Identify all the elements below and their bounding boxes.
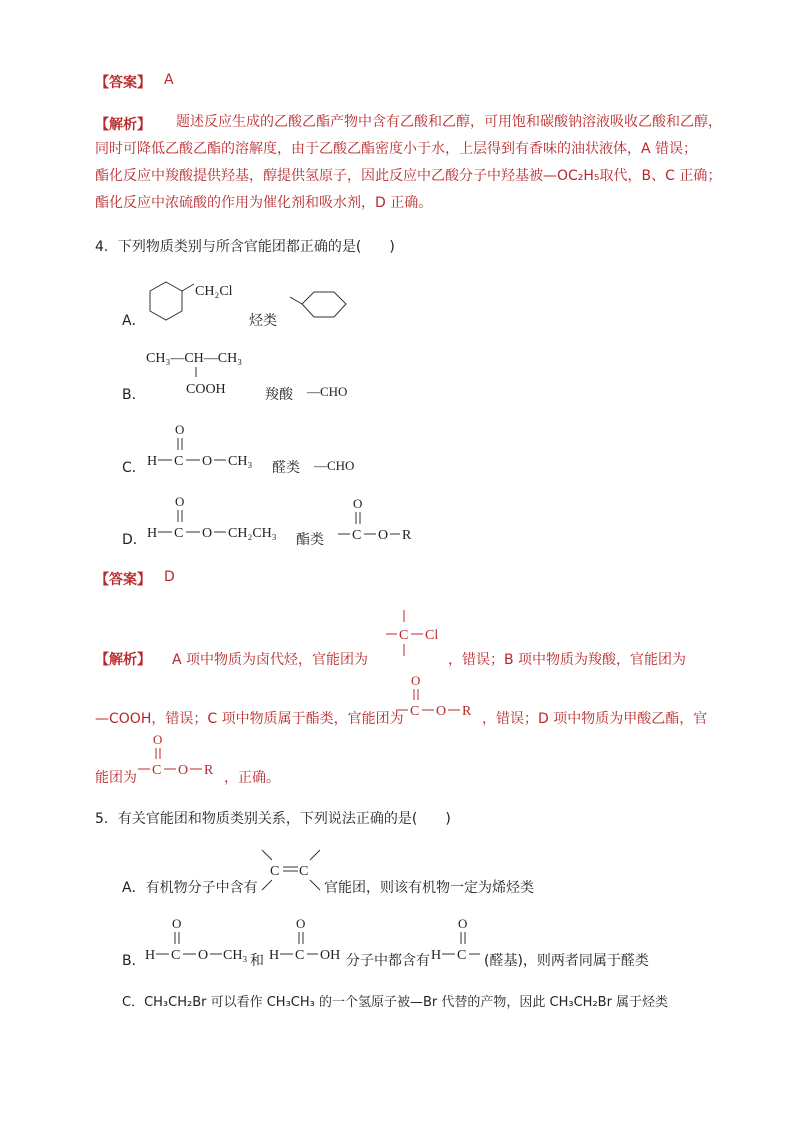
ester-group-analysis-2 bbox=[136, 729, 226, 781]
svg-text:H: H bbox=[431, 948, 442, 963]
svg-text:CH₂Cl: CH₂Cl bbox=[195, 284, 233, 299]
svg-text:O: O bbox=[153, 732, 163, 747]
svg-text:OH: OH bbox=[320, 948, 341, 963]
svg-text:C: C bbox=[457, 948, 467, 963]
svg-text:O: O bbox=[378, 528, 389, 543]
option-b-class: 羧酸 bbox=[265, 387, 293, 403]
analysis-q4-part-3: —COOH，错误；C 项中物质属于酯类，官能团为 bbox=[95, 711, 404, 727]
svg-text:Cl: Cl bbox=[425, 628, 439, 643]
svg-text:O: O bbox=[458, 916, 468, 931]
analysis-q4-part-5: 能团为 bbox=[95, 770, 137, 786]
svg-text:O: O bbox=[178, 763, 189, 778]
answer-tag-q4: 【答案】 bbox=[95, 572, 151, 588]
svg-text:O: O bbox=[296, 916, 306, 931]
svg-text:R: R bbox=[462, 704, 472, 719]
option-b-functional-group: —CHO bbox=[307, 384, 348, 399]
question-5-stem: 5．有关官能团和物质类别关系，下列说法正确的是( ) bbox=[95, 811, 451, 827]
formic-acid-structure bbox=[266, 912, 348, 966]
svg-text:O: O bbox=[436, 704, 447, 719]
svg-text:O: O bbox=[202, 526, 213, 541]
svg-text:O: O bbox=[353, 496, 363, 511]
svg-text:H: H bbox=[147, 526, 158, 541]
svg-text:C: C bbox=[410, 704, 420, 719]
phenyl-group-structure bbox=[290, 288, 352, 328]
svg-text:C: C bbox=[295, 948, 305, 963]
svg-text:C: C bbox=[352, 528, 362, 543]
ethyl-formate-structure bbox=[144, 490, 294, 546]
analysis-tag: 【解析】 bbox=[95, 117, 151, 133]
analysis-q4-part-1: A 项中物质为卤代烃，官能团为 bbox=[172, 652, 369, 668]
svg-text:C: C bbox=[270, 864, 280, 879]
analysis-line-1: 题述反应生成的乙酸乙酯产物中含有乙酸和乙醇，可用饱和碳酸钠溶液吸收乙酸和乙醇， bbox=[176, 114, 722, 130]
alkyl-chloride-group-structure bbox=[380, 608, 448, 662]
q5-option-a-label: A．有机物分子中含有 bbox=[122, 880, 258, 896]
analysis-tag-q4: 【解析】 bbox=[95, 652, 151, 668]
svg-text:O: O bbox=[175, 494, 185, 509]
answer-value: A bbox=[164, 72, 174, 88]
methyl-formate-structure bbox=[144, 418, 264, 474]
svg-text:CH₂CH₃: CH₂CH₃ bbox=[228, 526, 277, 541]
svg-text:C: C bbox=[174, 454, 184, 469]
svg-text:H: H bbox=[269, 948, 280, 963]
isobutyric-acid-structure bbox=[144, 343, 264, 401]
q5-option-b-label: B． bbox=[122, 953, 146, 969]
q5-option-a-rest: 官能团，则该有机物一定为烯烃类 bbox=[324, 880, 534, 896]
svg-text:CH₃: CH₃ bbox=[223, 948, 248, 963]
option-c-class: 醛类 bbox=[272, 460, 300, 476]
svg-text:CH₃: CH₃ bbox=[228, 454, 253, 469]
option-a-class: 烃类 bbox=[249, 313, 277, 329]
question-4-stem: 4．下列物质类别与所含官能团都正确的是( ) bbox=[95, 239, 395, 255]
svg-text:C: C bbox=[152, 763, 162, 778]
svg-text:C: C bbox=[399, 628, 409, 643]
option-a-label: A． bbox=[122, 313, 146, 329]
option-d-class: 酯类 bbox=[296, 532, 324, 548]
svg-text:R: R bbox=[204, 763, 214, 778]
q5-option-b-rest: (醛基)，则两者同属于醛类 bbox=[484, 953, 649, 969]
option-c-label: C． bbox=[122, 460, 146, 476]
svg-text:O: O bbox=[175, 422, 185, 437]
svg-text:H: H bbox=[145, 948, 156, 963]
option-d-label: D． bbox=[122, 532, 147, 548]
q5-option-b-mid: 分子中都含有 bbox=[346, 953, 430, 969]
svg-text:H: H bbox=[147, 454, 158, 469]
methyl-formate-structure-q5 bbox=[142, 912, 252, 966]
option-c-functional-group: —CHO bbox=[314, 458, 355, 473]
ester-group-structure bbox=[336, 492, 420, 546]
analysis-line-3: 酯化反应中羧酸提供羟基，醇提供氢原子，因此反应中乙酸分子中羟基被—OC₂H₅取代，B、C 正确； bbox=[95, 168, 722, 184]
analysis-line-2: 同时可降低乙酸乙酯的溶解度，由于乙酸乙酯密度小于水，上层得到有香味的油状液体，A 错误； bbox=[95, 141, 698, 157]
analysis-q4-part-2: ，错误；B 项中物质为羧酸，官能团为 bbox=[448, 652, 687, 668]
svg-text:O: O bbox=[202, 454, 213, 469]
q5-option-b-and: 和 bbox=[250, 953, 264, 969]
aldehyde-group-structure bbox=[428, 912, 484, 966]
answer-value-q4: D bbox=[164, 569, 175, 585]
svg-text:COOH: COOH bbox=[186, 382, 226, 397]
q5-option-c: C．CH₃CH₂Br 可以看作 CH₃CH₃ 的一个氢原子被—Br 代替的产物，因此 CH₃CH₂Br 属于烃类 bbox=[122, 995, 669, 1010]
analysis-q4-part-6: ，正确。 bbox=[224, 770, 280, 786]
answer-tag: 【答案】 bbox=[95, 75, 151, 91]
svg-text:R: R bbox=[402, 528, 412, 543]
alkene-double-bond-structure bbox=[258, 846, 324, 894]
svg-text:C: C bbox=[174, 526, 184, 541]
ester-group-analysis-1 bbox=[394, 670, 484, 722]
option-b-label: B． bbox=[122, 387, 146, 403]
analysis-q4-part-4: ，错误；D 项中物质为甲酸乙酯，官 bbox=[482, 711, 708, 727]
analysis-line-4: 酯化反应中浓硫酸的作用为催化剂和吸水剂，D 正确。 bbox=[95, 195, 433, 211]
svg-text:O: O bbox=[411, 673, 421, 688]
svg-text:CH₃—CH—CH₃: CH₃—CH—CH₃ bbox=[146, 351, 243, 366]
svg-text:C: C bbox=[171, 948, 181, 963]
benzyl-chloride-structure bbox=[140, 278, 250, 334]
svg-text:O: O bbox=[198, 948, 209, 963]
svg-text:C: C bbox=[299, 864, 309, 879]
svg-text:O: O bbox=[172, 916, 182, 931]
